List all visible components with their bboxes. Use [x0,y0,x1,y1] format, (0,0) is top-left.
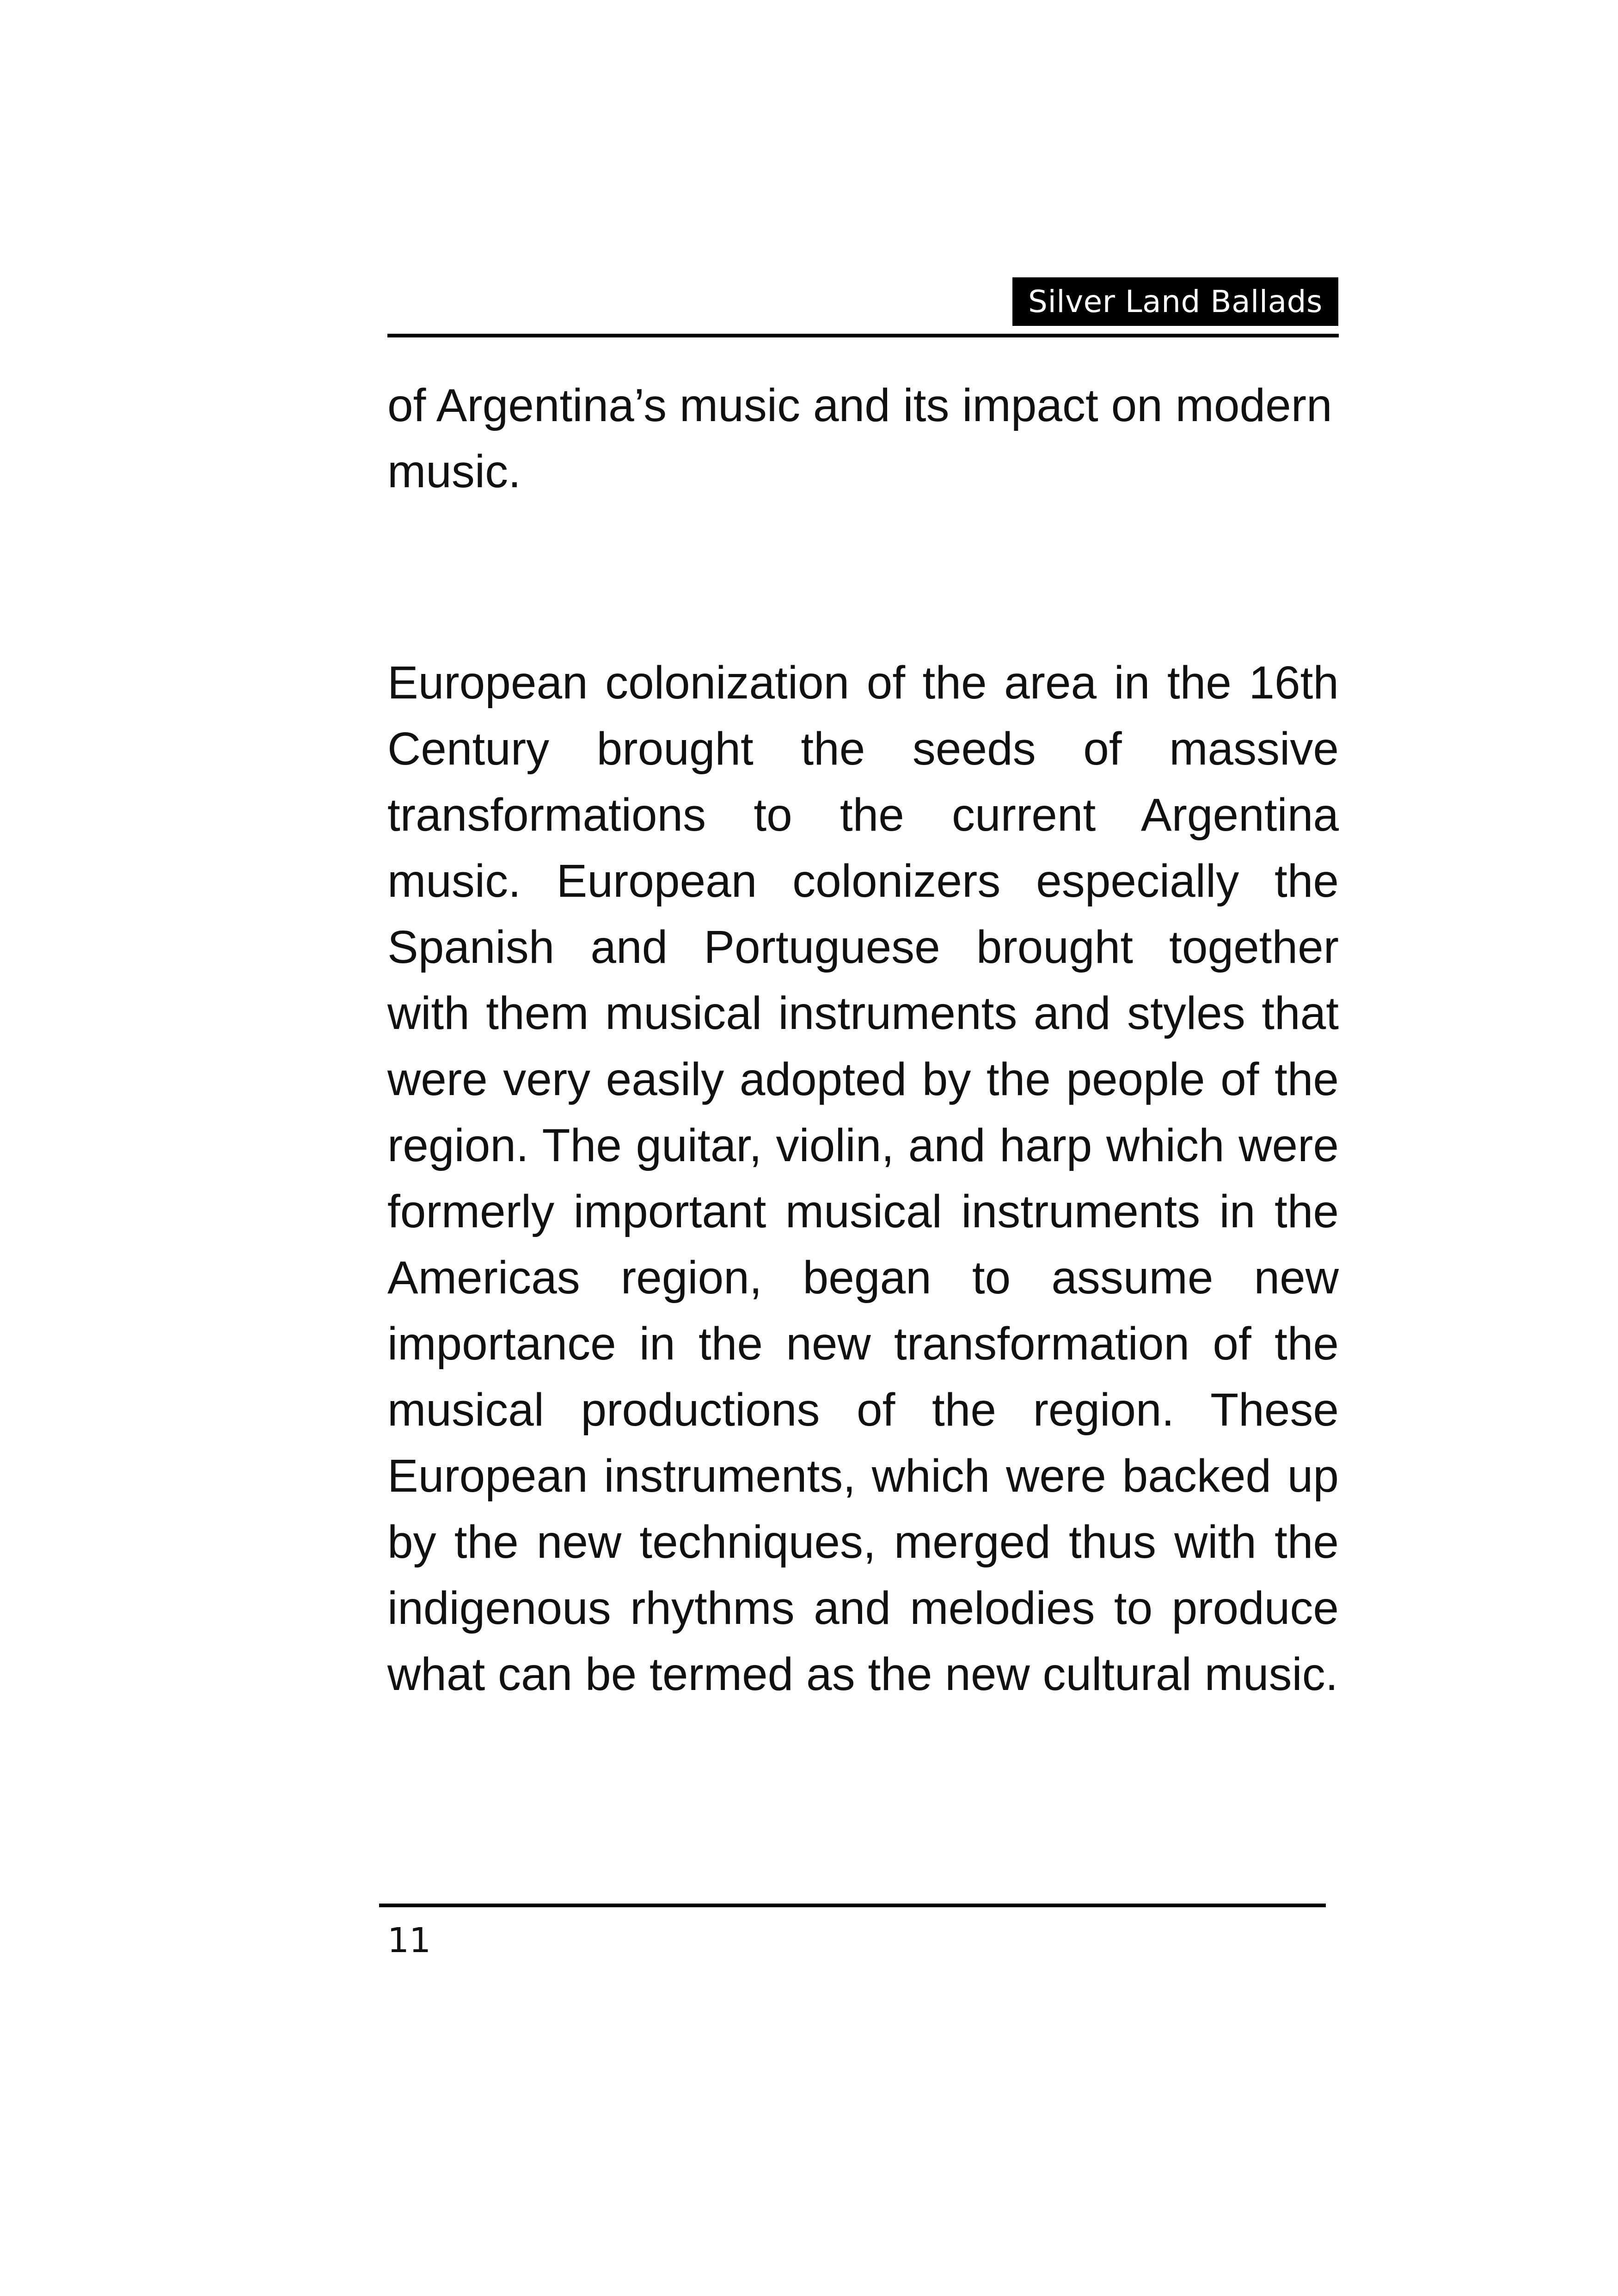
running-header-title: Silver Land Ballads [1012,277,1338,326]
page-number: 11 [387,1921,431,1960]
footer-rule [379,1904,1326,1907]
body-paragraph: European colonization of the area in the 16th Century brought the seeds of massive transformations to the current Argentina music. European colonizers especially the Spanish and Portuguese brought together with them musical instruments and styles that were very easily adopted by the people of the region. The guitar, violin, and harp which were formerly important musical instruments in the Americas region, began to assume new importance in the new transformation of the musical productions of the region. These European instruments, which were backed up by the new techniques, merged thus with the indigenous rhythms and melodies to produce what can be termed as the new cultural music. [387,657,1339,1700]
header-rule [387,334,1339,337]
continued-paragraph: of Argentina’s music and its impact on modern music. [387,380,1332,497]
